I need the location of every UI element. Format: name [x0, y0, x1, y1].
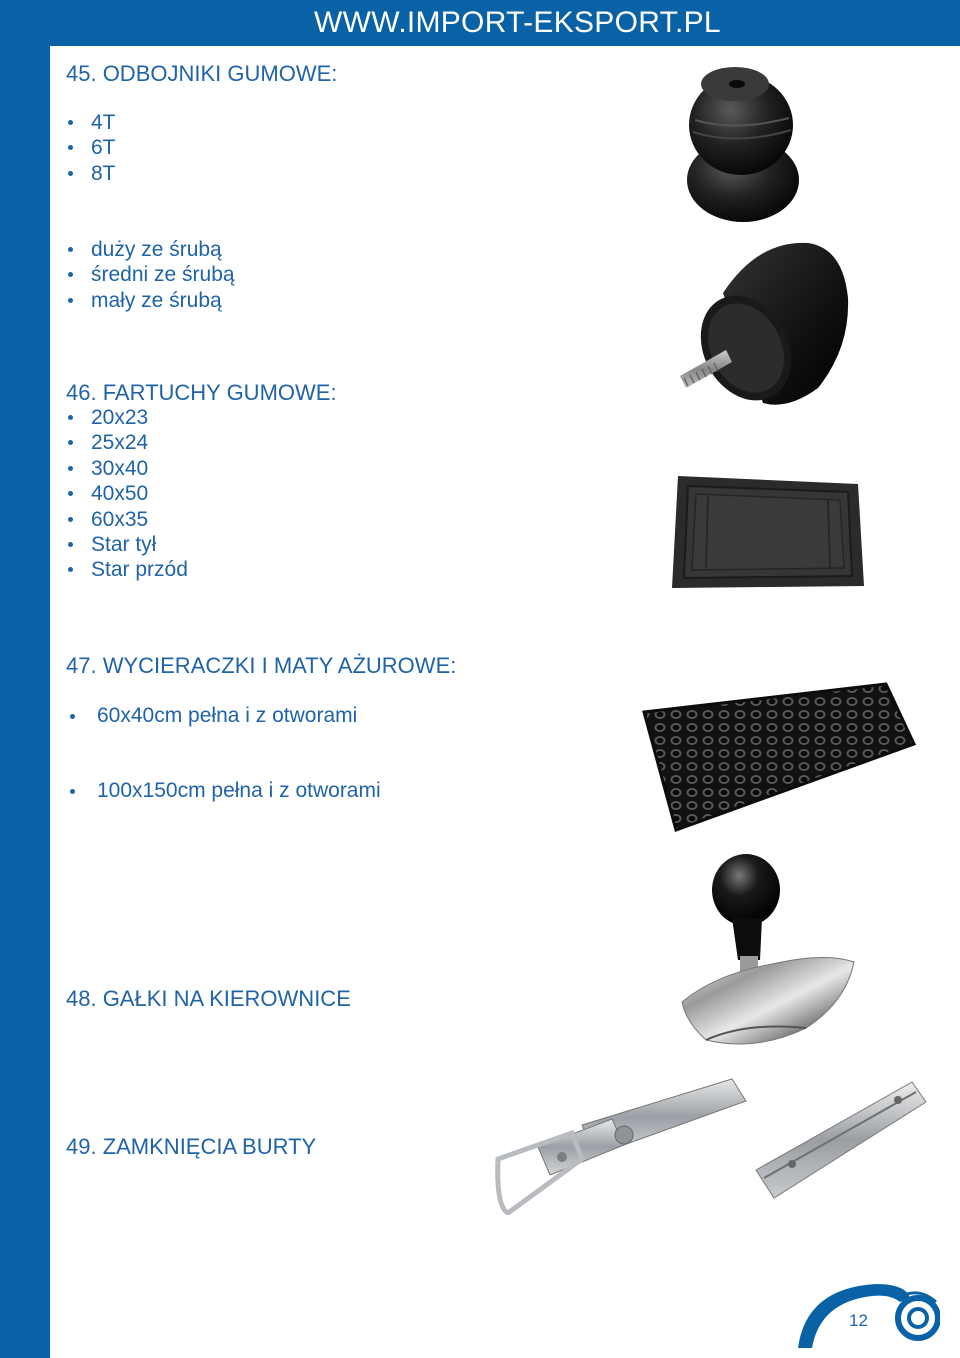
- section-47-title: 47. WYCIERACZKI I MATY AŻUROWE:: [66, 653, 457, 678]
- section-45-list-capacity: [66, 110, 116, 186]
- list-item: 20x23: [66, 405, 188, 430]
- section-45-title: 45. ODBOJNIKI GUMOWE:: [66, 61, 338, 86]
- tailgate-latch-image: [492, 1075, 750, 1215]
- rubber-bumper-double-image: [675, 60, 805, 225]
- list-item: 60x35: [66, 507, 188, 532]
- list-item: Star tył: [66, 532, 188, 557]
- rubber-bumper-with-screw-image: [668, 238, 868, 413]
- section-47-item-1: 60x40cm pełna i z otworami: [66, 704, 357, 728]
- rubber-mat-with-holes-image: [636, 682, 916, 832]
- list-item: średni ze śrubą: [66, 262, 235, 287]
- section-47-item-2: 100x150cm pełna i z otworami: [66, 779, 381, 803]
- site-url: WWW.IMPORT-EKSPORT.PL: [314, 6, 721, 39]
- list-item: mały ze śrubą: [66, 288, 235, 313]
- left-sidebar-bar: [0, 0, 50, 1358]
- page-number: 12: [849, 1311, 868, 1330]
- section-46-title: 46. FARTUCHY GUMOWE:: [66, 380, 337, 405]
- list-item: 6T: [66, 135, 116, 160]
- section-49-title: 49. ZAMKNIĘCIA BURTY: [66, 1134, 317, 1159]
- section-48-title: 48. GAŁKI NA KIEROWNICE: [66, 986, 351, 1011]
- list-item: Star przód: [66, 557, 188, 582]
- list-item: 4T: [66, 110, 116, 135]
- tailgate-hook-plate-image: [752, 1078, 928, 1202]
- header-bar: [50, 0, 960, 46]
- list-item: duży ze śrubą: [66, 237, 235, 262]
- section-45-list-sizes: [66, 237, 235, 313]
- steering-wheel-knob-image: [676, 852, 858, 1048]
- list-item: 25x24: [66, 430, 188, 455]
- list-item: 40x50: [66, 481, 188, 506]
- list-item: 8T: [66, 161, 116, 186]
- rubber-mudflap-image: [668, 472, 866, 592]
- list-item: 30x40: [66, 456, 188, 481]
- section-46-list: [66, 405, 188, 583]
